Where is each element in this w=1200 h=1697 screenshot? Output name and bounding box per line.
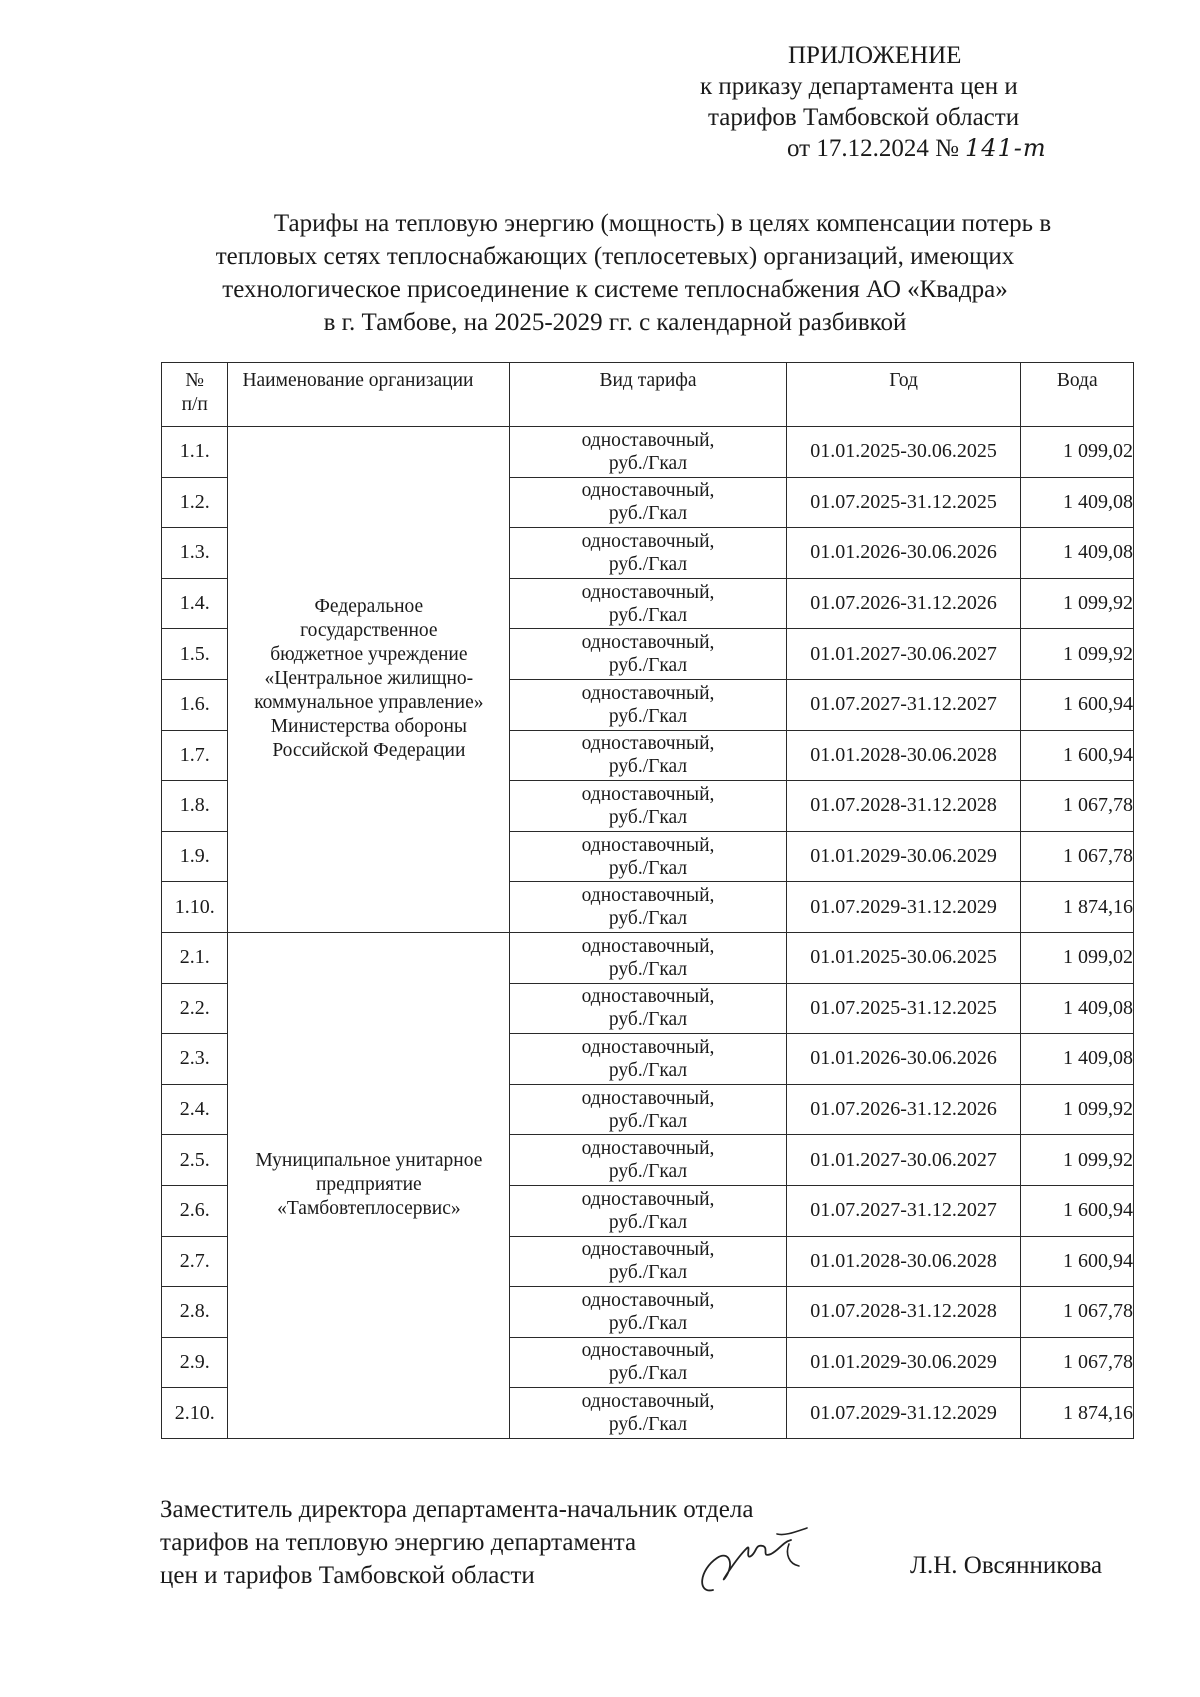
document-title — [150, 207, 1080, 339]
tariff-table-body — [162, 427, 1134, 1439]
tariff-type — [510, 1337, 786, 1388]
tariff-type-line: руб./Гкал — [608, 1312, 688, 1334]
tariff-type-line: руб./Гкал — [608, 705, 688, 727]
tariff-period: 01.07.2029-31.12.2029 — [786, 1388, 1021, 1439]
tariff-type-line: одноставочный, — [581, 581, 715, 603]
tariff-type — [510, 1034, 786, 1085]
tariff-value: 1 409,08 — [1021, 528, 1134, 579]
title-line-1: Тарифы на тепловую энергию (мощность) в целях компенсации потерь в — [273, 210, 1052, 237]
row-number: 1.2. — [162, 477, 228, 528]
tariff-type — [510, 983, 786, 1034]
tariff-value: 1 874,16 — [1021, 882, 1134, 933]
tariff-value: 1 067,78 — [1021, 1337, 1134, 1388]
tariff-period: 01.07.2029-31.12.2029 — [786, 882, 1021, 933]
title-line-4: в г. Тамбове, на 2025-2029 гг. с календарной разбивкой — [323, 309, 907, 336]
table-row — [162, 427, 1134, 478]
tariff-type-line: руб./Гкал — [608, 452, 688, 474]
tariff-type-line: одноставочный, — [581, 682, 715, 704]
row-number: 2.4. — [162, 1084, 228, 1135]
tariff-type-line: одноставочный, — [581, 1340, 715, 1362]
tariff-type-line: руб./Гкал — [608, 1363, 688, 1385]
header-tariff-type: Вид тарифа — [510, 363, 786, 427]
tariff-type — [510, 882, 786, 933]
appendix-header — [690, 40, 1130, 164]
tariff-type-line: одноставочный, — [581, 1036, 715, 1058]
tariff-period: 01.01.2029-30.06.2029 — [786, 831, 1021, 882]
header-organization: Наименование организации — [228, 363, 510, 427]
tariff-period: 01.01.2026-30.06.2026 — [786, 1034, 1021, 1085]
organization-name — [228, 932, 510, 1438]
tariff-period: 01.07.2026-31.12.2026 — [786, 1084, 1021, 1135]
row-number: 1.10. — [162, 882, 228, 933]
row-number: 1.1. — [162, 427, 228, 478]
handwritten-signature — [695, 1520, 815, 1605]
organization-name-line: коммунальное управление» — [254, 692, 484, 714]
header-water: Вода — [1021, 363, 1134, 427]
tariff-type — [510, 831, 786, 882]
tariff-value: 1 409,08 — [1021, 1034, 1134, 1085]
tariff-period: 01.01.2028-30.06.2028 — [786, 730, 1021, 781]
tariff-type — [510, 1287, 786, 1338]
tariff-type-line: руб./Гкал — [608, 1414, 688, 1436]
tariff-type-line: руб./Гкал — [608, 503, 688, 525]
tariff-type-line: руб./Гкал — [608, 1262, 688, 1284]
appendix-line-1: к приказу департамента цен и — [700, 73, 1018, 100]
tariff-value: 1 874,16 — [1021, 1388, 1134, 1439]
tariff-type-line: руб./Гкал — [608, 1211, 688, 1233]
tariff-period: 01.07.2025-31.12.2025 — [786, 477, 1021, 528]
organization-name-line: бюджетное учреждение — [270, 644, 468, 666]
tariff-type — [510, 528, 786, 579]
tariff-type-line: одноставочный, — [581, 834, 715, 856]
tariff-period: 01.07.2027-31.12.2027 — [786, 1185, 1021, 1236]
row-number: 1.3. — [162, 528, 228, 579]
row-number: 2.8. — [162, 1287, 228, 1338]
tariff-period: 01.01.2029-30.06.2029 — [786, 1337, 1021, 1388]
tariff-type — [510, 629, 786, 680]
tariff-type-line: одноставочный, — [581, 1087, 715, 1109]
tariff-type — [510, 1185, 786, 1236]
row-number: 2.3. — [162, 1034, 228, 1085]
header-number-line-2: п/п — [181, 394, 208, 415]
tariff-value: 1 409,08 — [1021, 477, 1134, 528]
tariff-value: 1 099,92 — [1021, 629, 1134, 680]
table-row — [162, 932, 1134, 983]
row-number: 2.1. — [162, 932, 228, 983]
tariff-type-line: руб./Гкал — [608, 655, 688, 677]
tariff-value: 1 099,92 — [1021, 1135, 1134, 1186]
tariff-type-line: одноставочный, — [581, 1391, 715, 1413]
tariff-period: 01.07.2028-31.12.2028 — [786, 781, 1021, 832]
organization-name-line: предприятие — [316, 1174, 422, 1196]
tariff-type-line: руб./Гкал — [608, 1009, 688, 1031]
tariff-value: 1 600,94 — [1021, 1236, 1134, 1287]
tariff-type — [510, 427, 786, 478]
row-number: 2.2. — [162, 983, 228, 1034]
tariff-value: 1 099,92 — [1021, 1084, 1134, 1135]
tariff-period: 01.07.2025-31.12.2025 — [786, 983, 1021, 1034]
table-header-row — [162, 363, 1134, 427]
tariff-type-line: одноставочный, — [581, 1188, 715, 1210]
tariff-type — [510, 932, 786, 983]
appendix-line-2: тарифов Тамбовской области — [708, 104, 1020, 131]
tariff-type-line: одноставочный, — [581, 632, 715, 654]
tariff-type-line: одноставочный, — [581, 986, 715, 1008]
row-number: 1.7. — [162, 730, 228, 781]
row-number: 2.7. — [162, 1236, 228, 1287]
tariff-type — [510, 679, 786, 730]
row-number: 2.5. — [162, 1135, 228, 1186]
tariff-type — [510, 781, 786, 832]
tariff-type-line: одноставочный, — [581, 885, 715, 907]
organization-name-line: государственное — [300, 620, 438, 642]
tariff-value: 1 600,94 — [1021, 679, 1134, 730]
tariff-period: 01.01.2026-30.06.2026 — [786, 528, 1021, 579]
organization-name-line: Федеральное — [314, 596, 424, 618]
tariff-value: 1 067,78 — [1021, 1287, 1134, 1338]
tariff-type — [510, 477, 786, 528]
row-number: 2.6. — [162, 1185, 228, 1236]
signatory-name: Л.Н. Овсянникова — [910, 1552, 1103, 1579]
position-line-1: Заместитель директора департамента-начальник отдела — [160, 1496, 754, 1523]
position-line-2: тарифов на тепловую энергию департамента — [160, 1529, 637, 1556]
row-number: 2.10. — [162, 1388, 228, 1439]
tariff-period: 01.07.2026-31.12.2026 — [786, 578, 1021, 629]
row-number: 1.8. — [162, 781, 228, 832]
header-number — [162, 363, 228, 427]
tariff-type-line: руб./Гкал — [608, 1110, 688, 1132]
organization-name — [228, 427, 510, 933]
tariff-type — [510, 1236, 786, 1287]
header-number-line-1: № — [185, 370, 205, 391]
row-number: 1.4. — [162, 578, 228, 629]
tariff-type — [510, 1084, 786, 1135]
tariff-type-line: одноставочный, — [581, 1138, 715, 1160]
tariff-type — [510, 578, 786, 629]
tariff-type — [510, 1135, 786, 1186]
row-number: 2.9. — [162, 1337, 228, 1388]
tariff-type-line: руб./Гкал — [608, 958, 688, 980]
tariff-type-line: руб./Гкал — [608, 1059, 688, 1081]
tariff-type — [510, 730, 786, 781]
tariff-value: 1 099,92 — [1021, 578, 1134, 629]
tariff-value: 1 099,02 — [1021, 427, 1134, 478]
tariff-type-line: одноставочный, — [581, 783, 715, 805]
title-line-2: тепловых сетях теплоснабжающих (теплосетевых) организаций, имеющих — [215, 243, 1015, 270]
row-number: 1.6. — [162, 679, 228, 730]
tariff-type — [510, 1388, 786, 1439]
tariff-value: 1 600,94 — [1021, 730, 1134, 781]
tariff-period: 01.01.2027-30.06.2027 — [786, 629, 1021, 680]
organization-name-line: Российской Федерации — [272, 740, 466, 762]
row-number: 1.9. — [162, 831, 228, 882]
tariff-period: 01.01.2025-30.06.2025 — [786, 427, 1021, 478]
tariff-type-line: одноставочный, — [581, 530, 715, 552]
position-line-3: цен и тарифов Тамбовской области — [160, 1562, 535, 1589]
tariff-type-line: одноставочный, — [581, 1289, 715, 1311]
organization-name-line: «Центральное жилищно- — [264, 668, 474, 690]
appendix-date: от 17.12.2024 № — [787, 135, 959, 162]
signatory-position — [160, 1493, 753, 1592]
tariff-type-line: руб./Гкал — [608, 553, 688, 575]
tariff-value: 1 099,02 — [1021, 932, 1134, 983]
tariff-value: 1 067,78 — [1021, 831, 1134, 882]
organization-name-line: «Тамбовтеплосервис» — [277, 1198, 461, 1220]
appendix-title: ПРИЛОЖЕНИЕ — [788, 42, 962, 69]
tariff-type-line: одноставочный, — [581, 429, 715, 451]
tariff-value: 1 600,94 — [1021, 1185, 1134, 1236]
tariff-type-line: руб./Гкал — [608, 1161, 688, 1183]
order-number: 141-т — [964, 134, 1047, 162]
tariff-type-line: одноставочный, — [581, 480, 715, 502]
tariff-period: 01.01.2027-30.06.2027 — [786, 1135, 1021, 1186]
tariff-type-line: руб./Гкал — [608, 756, 688, 778]
tariff-type-line: одноставочный, — [581, 733, 715, 755]
tariff-type-line: руб./Гкал — [608, 857, 688, 879]
row-number: 1.5. — [162, 629, 228, 680]
tariff-value: 1 409,08 — [1021, 983, 1134, 1034]
tariff-period: 01.01.2025-30.06.2025 — [786, 932, 1021, 983]
tariff-value: 1 067,78 — [1021, 781, 1134, 832]
organization-name-line: Муниципальное унитарное — [255, 1150, 483, 1172]
tariff-type-line: руб./Гкал — [608, 806, 688, 828]
organization-name-line: Министерства обороны — [270, 716, 468, 738]
tariff-type-line: руб./Гкал — [608, 908, 688, 930]
header-year: Год — [786, 363, 1021, 427]
tariff-type-line: руб./Гкал — [608, 604, 688, 626]
tariff-period: 01.07.2028-31.12.2028 — [786, 1287, 1021, 1338]
tariff-table — [161, 362, 1134, 1439]
title-line-3: технологическое присоединение к системе теплоснабжения АО «Квадра» — [222, 276, 1008, 303]
tariff-type-line: одноставочный, — [581, 935, 715, 957]
tariff-period: 01.01.2028-30.06.2028 — [786, 1236, 1021, 1287]
tariff-period: 01.07.2027-31.12.2027 — [786, 679, 1021, 730]
tariff-type-line: одноставочный, — [581, 1239, 715, 1261]
appendix-date-line — [690, 133, 1130, 164]
